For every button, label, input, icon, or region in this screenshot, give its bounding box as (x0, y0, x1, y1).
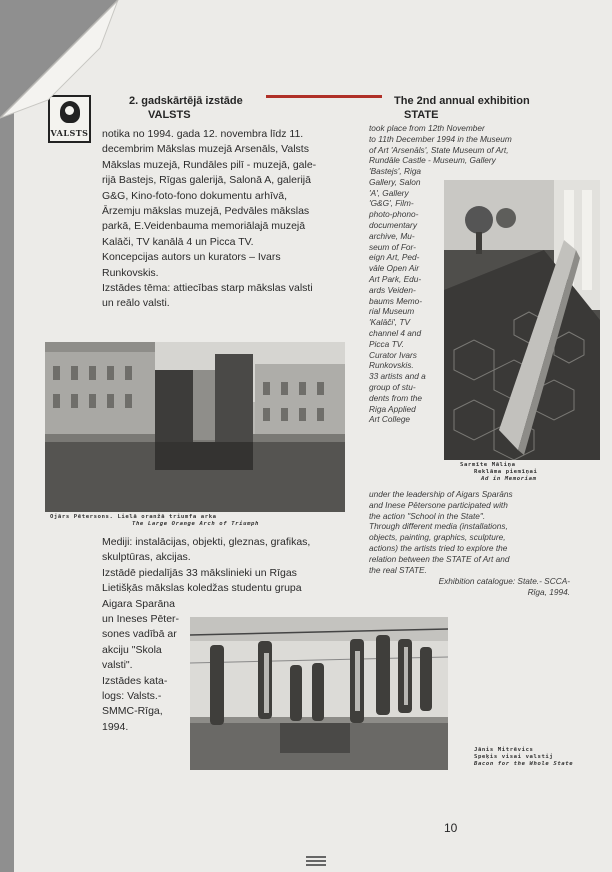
orange-arch-image (45, 342, 345, 512)
lv-participants-line: Izstādē piedalījās 33 mākslinieki un Rīgas (102, 566, 297, 579)
lv-heading-line2: VALSTS (148, 109, 191, 121)
lv-participants-line: akciju "Skola (102, 643, 162, 656)
en-line: the action "School in the State". (369, 510, 486, 521)
en-line: Through different media (installations, (369, 521, 508, 532)
corridor-image (444, 180, 600, 460)
en-line: of Art 'Arsenāls', State Museum of Art, (369, 144, 509, 155)
caption-ad-memoriam-author: Sarmīte Māliņa (460, 462, 516, 468)
caption-bacon-lv: Speķis visai valstij (474, 754, 554, 760)
bacon-image (190, 617, 448, 770)
en-line: Curator Ivars (369, 349, 417, 360)
lv-intro-line: rijā Bastejs, Rīgas galerijā, Salonā A, galerijā (102, 174, 311, 187)
en-line: documentary (369, 219, 417, 230)
en-heading-line2: STATE (404, 109, 439, 121)
en-line: and Inese Pētersone participated with (369, 499, 508, 510)
en-intro (369, 123, 569, 166)
en-line: rial Museum (369, 306, 415, 317)
en-line: channel 4 and (369, 327, 422, 338)
lv-participants-line: Lietišķās mākslas koledžas studentu grupa (102, 582, 302, 595)
caption-orange-arch-lv: Ojārs Pētersons. Lielā oranžā triumfa arka (50, 514, 217, 520)
page-curl-icon (0, 0, 122, 122)
lv-intro (102, 127, 352, 312)
lv-media-line: skulptūras, akcijas. (102, 551, 191, 564)
caption-orange-arch-en: The Large Orange Arch of Triumph (132, 521, 259, 527)
en-line: objects, painting, graphics, sculpture, (369, 532, 506, 543)
lv-participants-line: valsti". (102, 659, 133, 672)
photo-orange-arch (45, 342, 345, 512)
en-line: Art College (369, 414, 411, 425)
en-line: actions) the artists tried to explore the (369, 542, 508, 553)
en-line: photo-phono- (369, 209, 419, 220)
en-line: eign Art, Ped- (369, 252, 420, 263)
lv-catalogue-line: 1994. (102, 720, 129, 733)
en-narrow-column (369, 166, 441, 425)
lv-heading-line1: 2. gadskārtējā izstāde (129, 95, 243, 107)
en-line: Riga Applied (369, 403, 416, 414)
lv-media-line: Mediji: instalācijas, objekti, gleznas, grafikas, (102, 536, 311, 548)
en-line: Art Park, Edu- (369, 273, 422, 284)
logo-text: VALSTS (50, 128, 89, 138)
en-line: ards Veiden- (369, 284, 416, 295)
lv-media (102, 535, 362, 612)
en-line: Rundāle Castle - Museum, Gallery (369, 155, 496, 166)
en-catalogue-line: Exhibition catalogue: State.- SCCA- (438, 576, 570, 586)
lv-concept-line: Runkovskis. (102, 266, 159, 279)
en-line: seum of For- (369, 241, 416, 252)
lv-participants-line: sones vadībā ar (102, 628, 177, 641)
en-line: 'Bastejs', Riga (369, 166, 422, 176)
caption-ad-memoriam-en: Ad in Memoriam (481, 476, 537, 482)
en-line: dents from the (369, 392, 423, 403)
page-number: 10 (444, 821, 458, 835)
caption-bacon-en: Bacon for the Whole State (474, 761, 574, 767)
lv-intro-line: Kalāči, TV kanālā 4 un Picca TV. (102, 235, 254, 248)
en-line: archive, Mu- (369, 230, 415, 241)
en-catalogue-line: Rīga, 1994. (527, 586, 570, 597)
en-line: took place from 12th November (369, 123, 485, 133)
caption-ad-memoriam-lv: Reklāma piemīņai (474, 469, 538, 475)
en-line: 'G&G', Film- (369, 198, 414, 209)
en-line: relation between the STATE of Art and (369, 553, 510, 564)
lv-catalogue-line: SMMC-Rīga, (102, 705, 163, 718)
lv-catalogue-line: logs: Valsts.- (102, 690, 162, 703)
en-catalogue (400, 576, 570, 598)
en-line: group of stu- (369, 381, 416, 392)
document-page (14, 0, 612, 872)
en-line: the real STATE. (369, 564, 427, 575)
en-line: 'Kalāči', TV (369, 317, 410, 328)
en-line: under the leadership of Aigars Sparāns (369, 489, 513, 499)
lv-intro-line: parkā, E.Veidenbauma memoriālajā muzejā (102, 220, 306, 233)
photo-ad-in-memoriam (444, 180, 600, 460)
en-line: 33 artists and a (369, 371, 426, 382)
lv-intro-line: Ārzemju mākslas muzejā, Pedvāles mākslas (102, 205, 310, 218)
en-line: to 11th December 1994 in the Museum (369, 133, 512, 144)
lv-intro-line: Mākslas muzejā, Rundāles pilī - muzejā, gale- (102, 158, 317, 171)
en-line: vāle Open Air (369, 263, 419, 274)
en-line: baums Memo- (369, 295, 423, 306)
lv-intro-line: decembrim Mākslas muzejā Arsenāls, Valsts (102, 143, 309, 156)
footer-mark-icon (306, 856, 326, 866)
en-line: Picca TV. (369, 338, 404, 349)
en-line: 'A', Gallery (369, 187, 409, 198)
lv-theme-line: Izstādes tēma: attiecības starp mākslas valsti (102, 282, 313, 295)
accent-rule (266, 95, 382, 98)
en-heading-line1: The 2nd annual exhibition (394, 95, 530, 107)
lv-participants-line: Aigara Sparāna (102, 597, 175, 610)
en-body-bottom (369, 489, 569, 575)
en-line: Gallery, Salon (369, 176, 421, 187)
lv-concept-line: Koncepcijas autors un kurators – Ivars (102, 251, 281, 264)
lv-intro-line: G&G, Kino-foto-fono dokumentu arhīvā, (102, 189, 288, 202)
lv-catalogue-line: Izstādes kata- (102, 674, 168, 687)
photo-bacon (190, 617, 448, 770)
lv-participants-narrow (102, 612, 192, 735)
en-line: Runkovskis. (369, 360, 414, 371)
lv-participants-line: un Ineses Pēter- (102, 613, 180, 625)
lv-intro-line: notika no 1994. gada 12. novembra līdz 11. (102, 128, 304, 140)
lv-theme-line: un reālo valsti. (102, 297, 170, 310)
caption-bacon-author: Jānis Mitrēvics (474, 747, 534, 753)
